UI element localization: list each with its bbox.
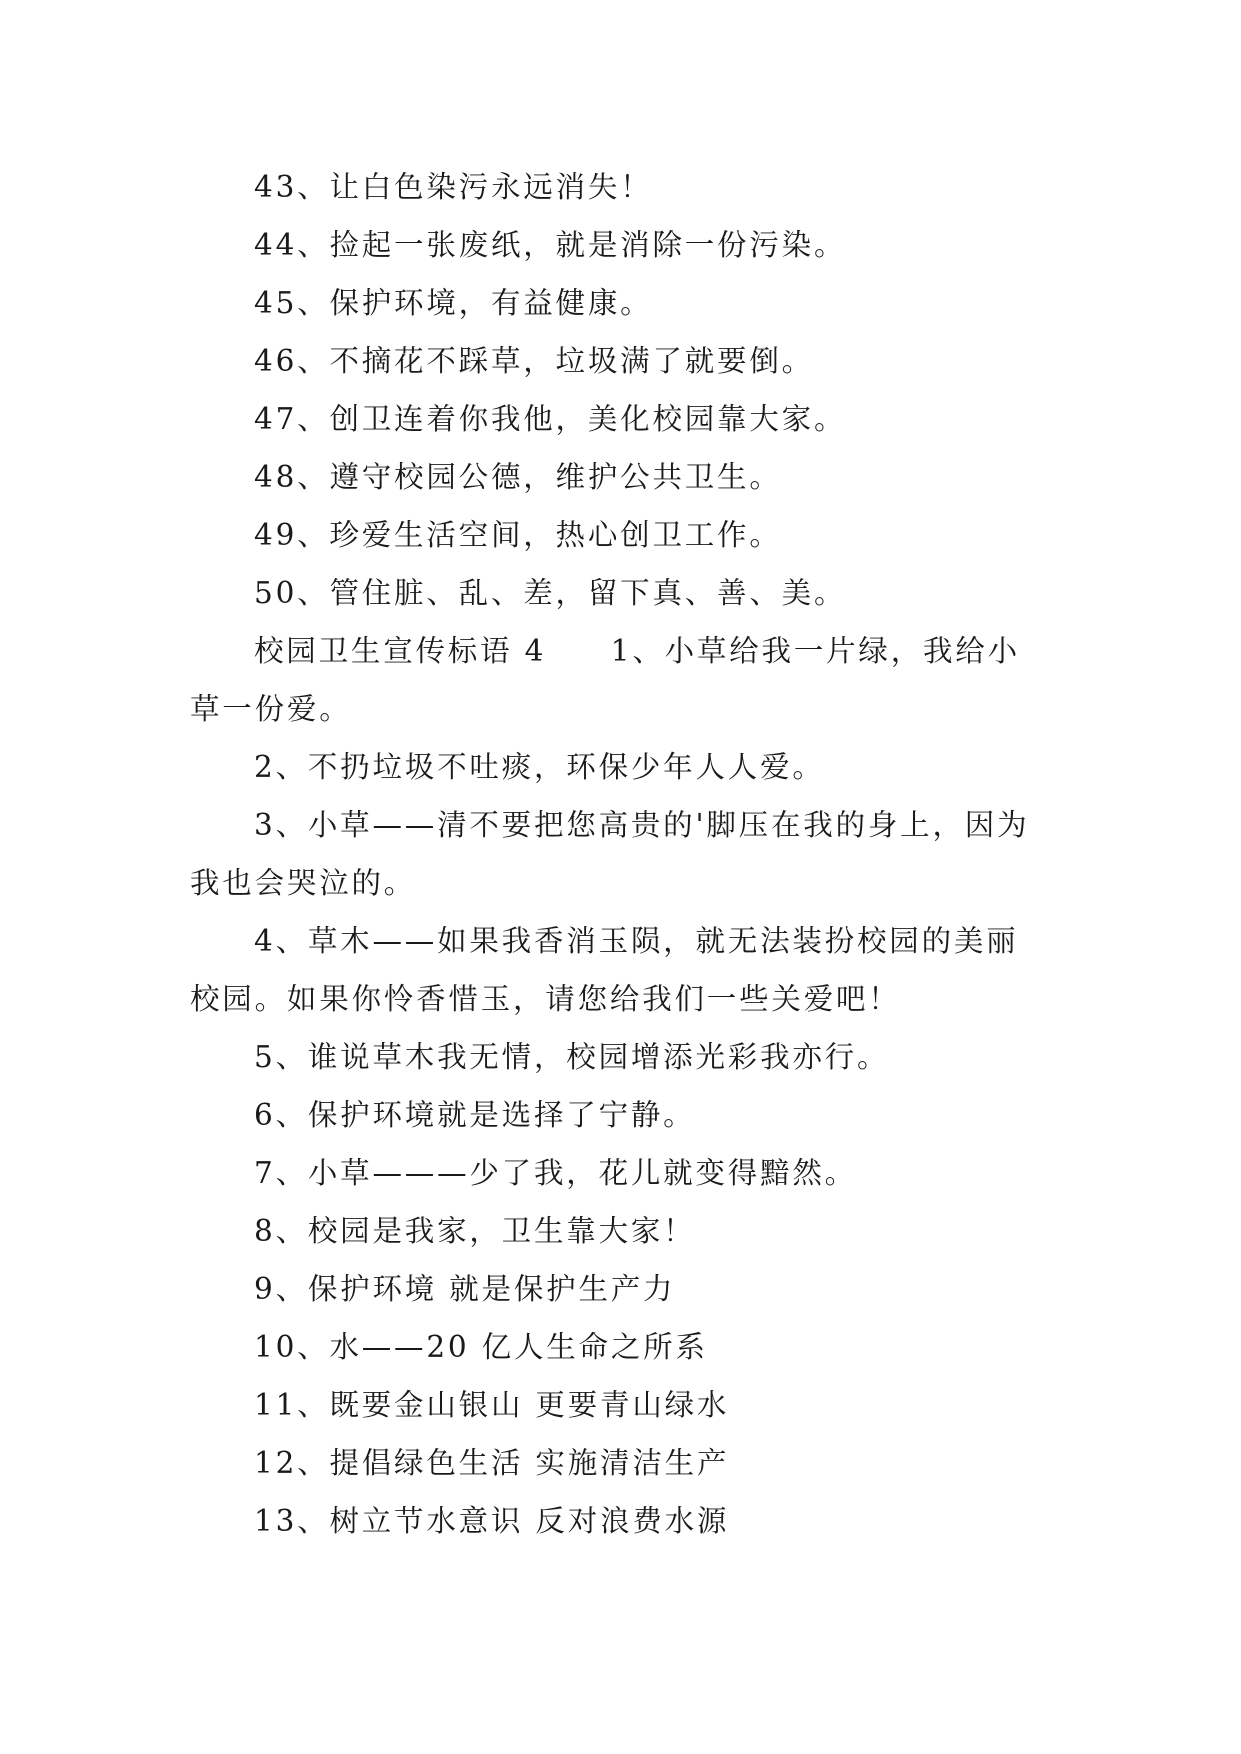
slogan-line: 6、保护环境就是选择了宁静。 [254, 1098, 696, 1132]
slogan-line: 11、既要金山银山 更要青山绿水 [254, 1388, 730, 1422]
slogan-line: 3、小草——清不要把您高贵的'脚压在我的身上，因为我也会哭泣的。 [190, 808, 1030, 900]
section-heading-line: 校园卫生宣传标语 4 1、小草给我一片绿，我给小草一份爱。 [190, 634, 1020, 726]
slogan-line: 49、珍爱生活空间，热心创卫工作。 [254, 518, 782, 552]
slogan-line: 10、水——20 亿人生命之所系 [254, 1330, 708, 1364]
slogan-line: 9、保护环境 就是保护生产力 [254, 1272, 676, 1306]
slogan-line: 48、遵守校园公德，维护公共卫生。 [254, 460, 782, 494]
slogan-line: 50、管住脏、乱、差，留下真、善、美。 [254, 576, 847, 610]
slogan-line: 44、捡起一张废纸，就是消除一份污染。 [254, 228, 847, 262]
slogan-line: 4、草木——如果我香消玉陨，就无法装扮校园的美丽校园。如果你怜香惜玉，请您给我们一些关爱吧！ [190, 924, 1019, 1016]
slogan-line: 8、校园是我家，卫生靠大家！ [254, 1214, 696, 1248]
document-body [190, 158, 1050, 1550]
slogan-line: 5、谁说草木我无情，校园增添光彩我亦行。 [254, 1040, 890, 1074]
slogan-line: 12、提倡绿色生活 实施清洁生产 [254, 1446, 730, 1480]
slogan-line: 13、树立节水意识 反对浪费水源 [254, 1504, 730, 1538]
slogan-line: 43、让白色染污永远消失！ [254, 170, 653, 204]
slogan-line: 46、不摘花不踩草，垃圾满了就要倒。 [254, 344, 814, 378]
slogan-line: 2、不扔垃圾不吐痰，环保少年人人爱。 [254, 750, 825, 784]
slogan-line: 7、小草———少了我，花儿就变得黯然。 [254, 1156, 857, 1190]
slogan-line: 47、创卫连着你我他，美化校园靠大家。 [254, 402, 847, 436]
slogan-line: 45、保护环境，有益健康。 [254, 286, 653, 320]
